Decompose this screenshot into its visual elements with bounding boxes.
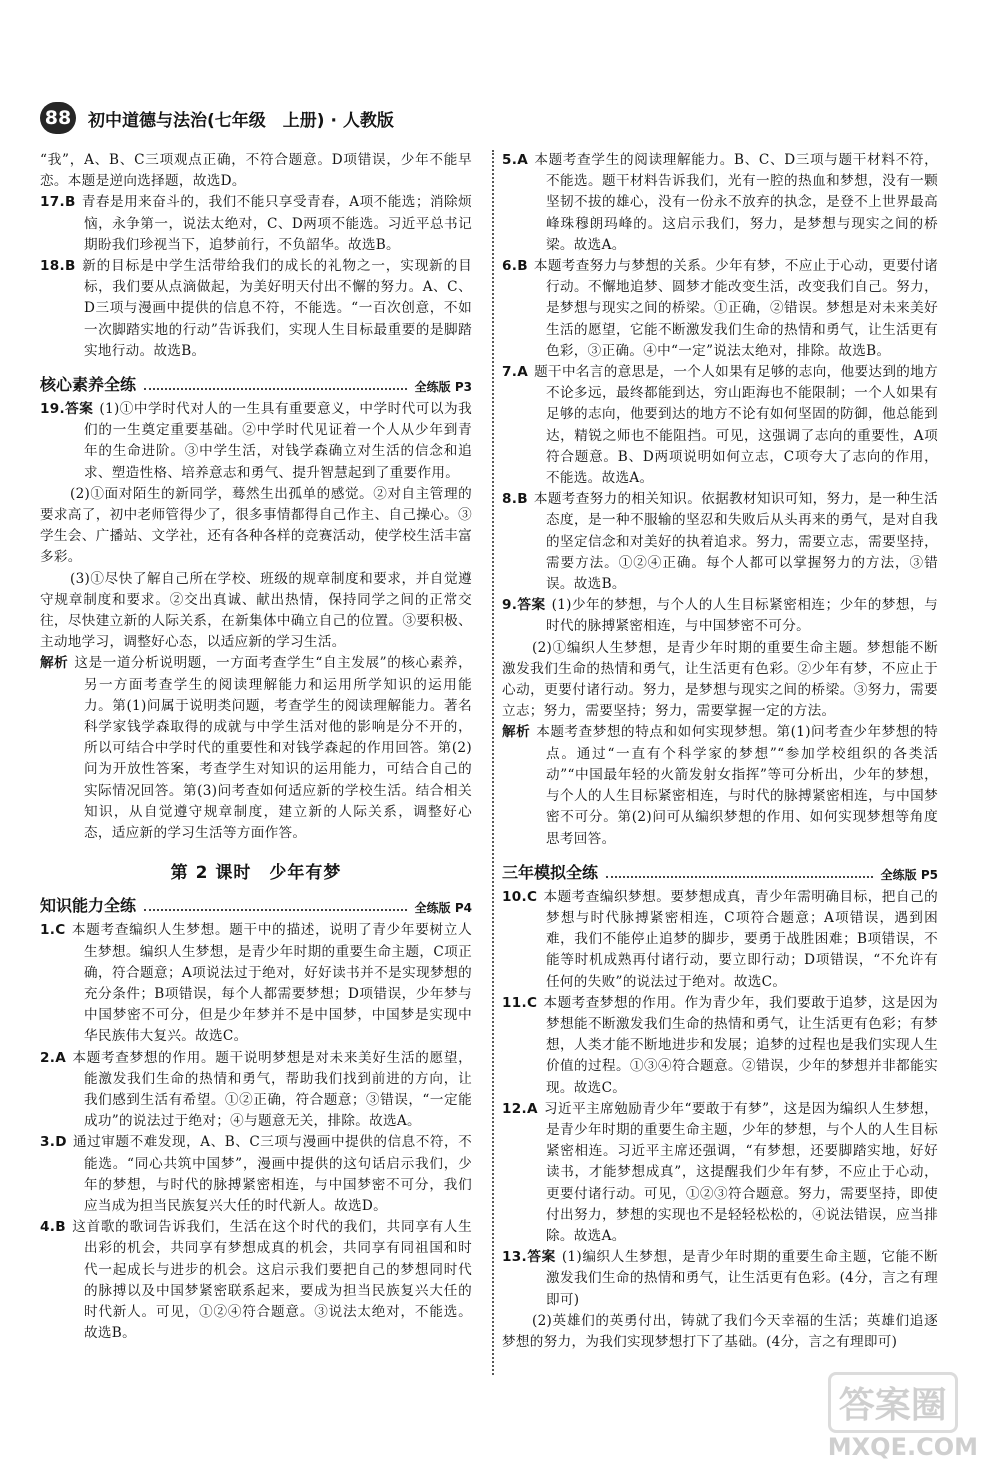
lesson-title: 第 2 课时 少年有梦: [170, 863, 342, 884]
column-divider: [492, 150, 494, 1375]
section-heading-mock: 三年模拟全练 全练版 P5: [502, 862, 938, 882]
right-column: [502, 150, 938, 1353]
answer-7: 7.A 题干中名言的意思是，一个人如果有足够的志向，他要达到的地方不论多远，最终都能到达，穷山距海也不能限制；一个人如果有足够的志向，他要到达的地方不论有如何坚固的防御，他总能到达，精锐之师也不能阻挡。可见，这强调了志向的重要性，A项符合题意。B、D两项说明如何立志，C项夸大了志向的作用，不能选。故选A。: [502, 364, 938, 487]
watermark-url: MXQE.COM: [827, 1433, 978, 1461]
page-number-badge: 88: [40, 102, 76, 134]
answer-8: 8.B 本题考查努力的相关知识。依据教材知识可知，努力，是一种生活态度，是一种不服输的坚忍和失败后从头再来的勇气，是对自我的坚定信念和对美好的执着追求。努力，需要立志，需要坚持，需要方法。①②④正确。每个人都可以掌握努力的方法，③错误。故选B。: [502, 491, 938, 593]
answer-11: 11.C 本题考查梦想的作用。作为青少年，我们要敢于追梦，这是因为梦想能不断激发我们生命的热情和勇气，让生活更有色彩；有梦想，人类才能不断地进步和发展；追梦的过程也是我们实现人生价值的过程。①③④符合题意。②错误，少年的梦想并非都能实现。故选C。: [502, 994, 938, 1096]
book-title: 初中道德与法治(七年级 上册) · 人教版: [88, 111, 394, 131]
answer-intro: “我”，A、B、C三项观点正确，不符合题意。D项错误，少年不能早恋。本题是逆向选择题，故选D。: [40, 152, 472, 190]
answer-18: 18.B 新的目标是中学生活带给我们的成长的礼物之一，实现新的目标，我们要从点滴做起，为美好明天付出不懈的努力。A、C、D三项与漫画中提供的信息不符，不能选。“一百次创意，不如一次脚踏实地的行动”告诉我们，实现人生目标最重要的是脚踏实地行动。故选B。: [40, 258, 472, 359]
watermark-logo: [828, 1372, 978, 1461]
answer-12: 12.A 习近平主席勉励青少年“要敢于有梦”，这是因为编织人生梦想，是青少年时期的重要生命主题，少年的梦想，与个人的人生目标紧密相连。习近平主席还强调，“有梦想，还要脚踏实地，好好读书，才能梦想成真”，这提醒我们少年有梦，不应止于心动，更要付诸行动。可见，①②③符合题意。努力，需要坚持，即使付出努力，梦想的实现也不是轻轻松松的，④说法错误，应当排除。故选A。: [502, 1100, 938, 1244]
answer-6: 6.B 本题考查努力与梦想的关系。少年有梦，不应止于心动，更要付诸行动。不懈地追梦、圆梦才能改变生活，改变我们自己。努力，是梦想与现实之间的桥梁。①正确，②错误。梦想是对未来美好生活的愿望，它能不断激发我们生命的热情和勇气，让生活更有色彩，③正确。④中“一定”说法太绝对，排除。故选B。: [502, 258, 938, 359]
answer-2: 2.A 本题考查梦想的作用。题干说明梦想是对未来美好生活的愿望，能激发我们生命的热情和勇气，帮助我们找到前进的方向，让我们感到生活有希望。①②正确，符合题意；③错误，“一定能成功”的说法过于绝对；④与题意无关，排除。故选A。: [40, 1049, 472, 1130]
section-heading-core: 核心素养全练 全练版 P3: [40, 375, 472, 395]
answer-3: 3.D 通过审题不难发现，A、B、C三项与漫画中提供的信息不符，不能选。“同心共筑中国梦”，漫画中提供的这句话启示我们，少年的梦想，与时代的脉搏紧密相连，与中国梦密不可分，我们应当成为担当民族复兴大任的时代新人。故选D。: [40, 1134, 472, 1214]
answer-19: 19.答案 (1)①中学时代对人的一生具有重要意义，中学时代可以为我们的一生奠定重要基础。②中学时代见证着一个人从少年到青年的生命进阶。③中学生活，对钱学森确立对生活的信念和追求、塑造性格、培养意志和勇气、提升智慧起到了重要作用。 (2)①面对陌生的新同学，蓦然生出孤单的感觉。②对自主管理的要求高了，初中老师管得少了，很多事情都得自己作主、自己操心。③学生会、广播站、文学社，还有各种各样的竞赛活动，使学校生活丰富多彩。 (3)①尽快了解自己所在学校、班级的规章制度和要求，并自觉遵守规章制度和要求。②交出真诚、献出热情，保持同学之间的正常交往，尽快建立新的人际关系，在新集体中确立自己的位置。③要积极、主动地学习，调整好心态，以适应新的学习生活。 解析 这是一道分析说明题，一方面考查学生“自主发展”的核心素养，另一方面考查学生的阅读理解能力和运用所学知识的运用能力。第(1)问属于说明类问题，考查学生的阅读理解能力。著名科学家钱学森取得的成就与中学生活对他的影响是分不开的，所以可结合中学时代的重要性和对钱学森起的作用回答。第(2)问为开放性答案，考查学生对知识的运用能力，可结合自己的实际情况回答。第(3)问考查如何适应新的学校生活。结合相关知识，从自觉遵守规章制度，建立新的人际关系，调整好心态，适应新的学习生活等方面作答。: [40, 401, 472, 842]
left-column: [40, 150, 472, 1344]
answer-4: 4.B 这首歌的歌词告诉我们，生活在这个时代的我们，共同享有人生出彩的机会，共同享有梦想成真的机会，共同享有同祖国和时代一起成长与进步的机会。这启示我们要把自己的梦想同时代的脉搏以及中国梦紧密联系起来，要成为担当民族复兴大任的时代新人。可见，①②④符合题意。③说法太绝对，不能选。故选B。: [40, 1219, 472, 1342]
answer-10: 10.C 本题考查编织梦想。要梦想成真，青少年需明确目标，把自己的梦想与时代脉搏紧密相连，C项符合题意；A项错误，遇到困难，我们不能停止追梦的脚步，要勇于战胜困难；B项错误，不能等时机成熟再付诸行动，要立即行动；D项错误，“不允许有任何的失败”的说法过于绝对。故选C。: [502, 888, 938, 990]
answer-13: 13.答案 (1)编织人生梦想，是青少年时期的重要生命主题，它能不断激发我们生命的热情和勇气，让生活更有色彩。(4分，言之有理即可) (2)英雄们的英勇付出，铸就了我们今天幸福的生活；英雄们追逐梦想的努力，为我们实现梦想打下了基础。(4分，言之有理即可): [502, 1249, 938, 1350]
watermark-logo-text: 答案圈: [828, 1372, 958, 1433]
section-heading-knowledge: 知识能力全练 全练版 P4: [40, 896, 472, 916]
answer-1: 1.C 本题考查编织人生梦想。题干中的描述，说明了青少年要树立人生梦想。编织人生梦想，是青少年时期的重要生命主题，C项正确，符合题意；A项说法过于绝对，好好读书并不是实现梦想的充分条件；B项错误，每个人都需要梦想；D项错误，少年梦与中国梦密不可分，但是少年梦并不是中国梦，中国梦是实现中华民族伟大复兴。故选C。: [40, 922, 472, 1045]
page-header: [40, 100, 600, 140]
answer-9: 9.答案 (1)少年的梦想，与个人的人生目标紧密相连；少年的梦想，与时代的脉搏紧密相连，与中国梦密不可分。 (2)①编织人生梦想，是青少年时期的重要生命主题。梦想能不断激发我们生命的热情和勇气，让生活更有色彩。②少年有梦，不应止于心动，更要付诸行动。努力，是梦想与现实之间的桥梁。③努力，需要立志；努力，需要坚持；努力，需要掌握一定的方法。 解析 本题考查梦想的特点和如何实现梦想。第(1)问考查少年梦想的特点。通过“一直有个科学家的梦想”“参加学校组织的各类活动”“中国最年轻的火箭发射女指挥”等可分析出，少年的梦想，与个人的人生目标紧密相连，与时代的脉搏紧密相连，与中国梦密不可分。第(2)问可从编织梦想的作用、如何实现梦想等角度思考回答。: [502, 597, 938, 847]
answer-5: 5.A 本题考查学生的阅读理解能力。B、C、D三项与题干材料不符，不能选。题干材料告诉我们，光有一腔的热血和梦想，没有一颗坚韧不拔的雄心，没有一份永不放弃的执念，是登不上世界最高峰珠穆朗玛峰的。这启示我们，努力，是梦想与现实之间的桥梁。故选A。: [502, 152, 938, 253]
answer-17: 17.B 青春是用来奋斗的，我们不能只享受青春，A项不能选；消除烦恼，永争第一，说法太绝对，C、D两项不能选。习近平总书记期盼我们珍视当下，追梦前行，不负韶华。故选B。: [40, 194, 472, 253]
